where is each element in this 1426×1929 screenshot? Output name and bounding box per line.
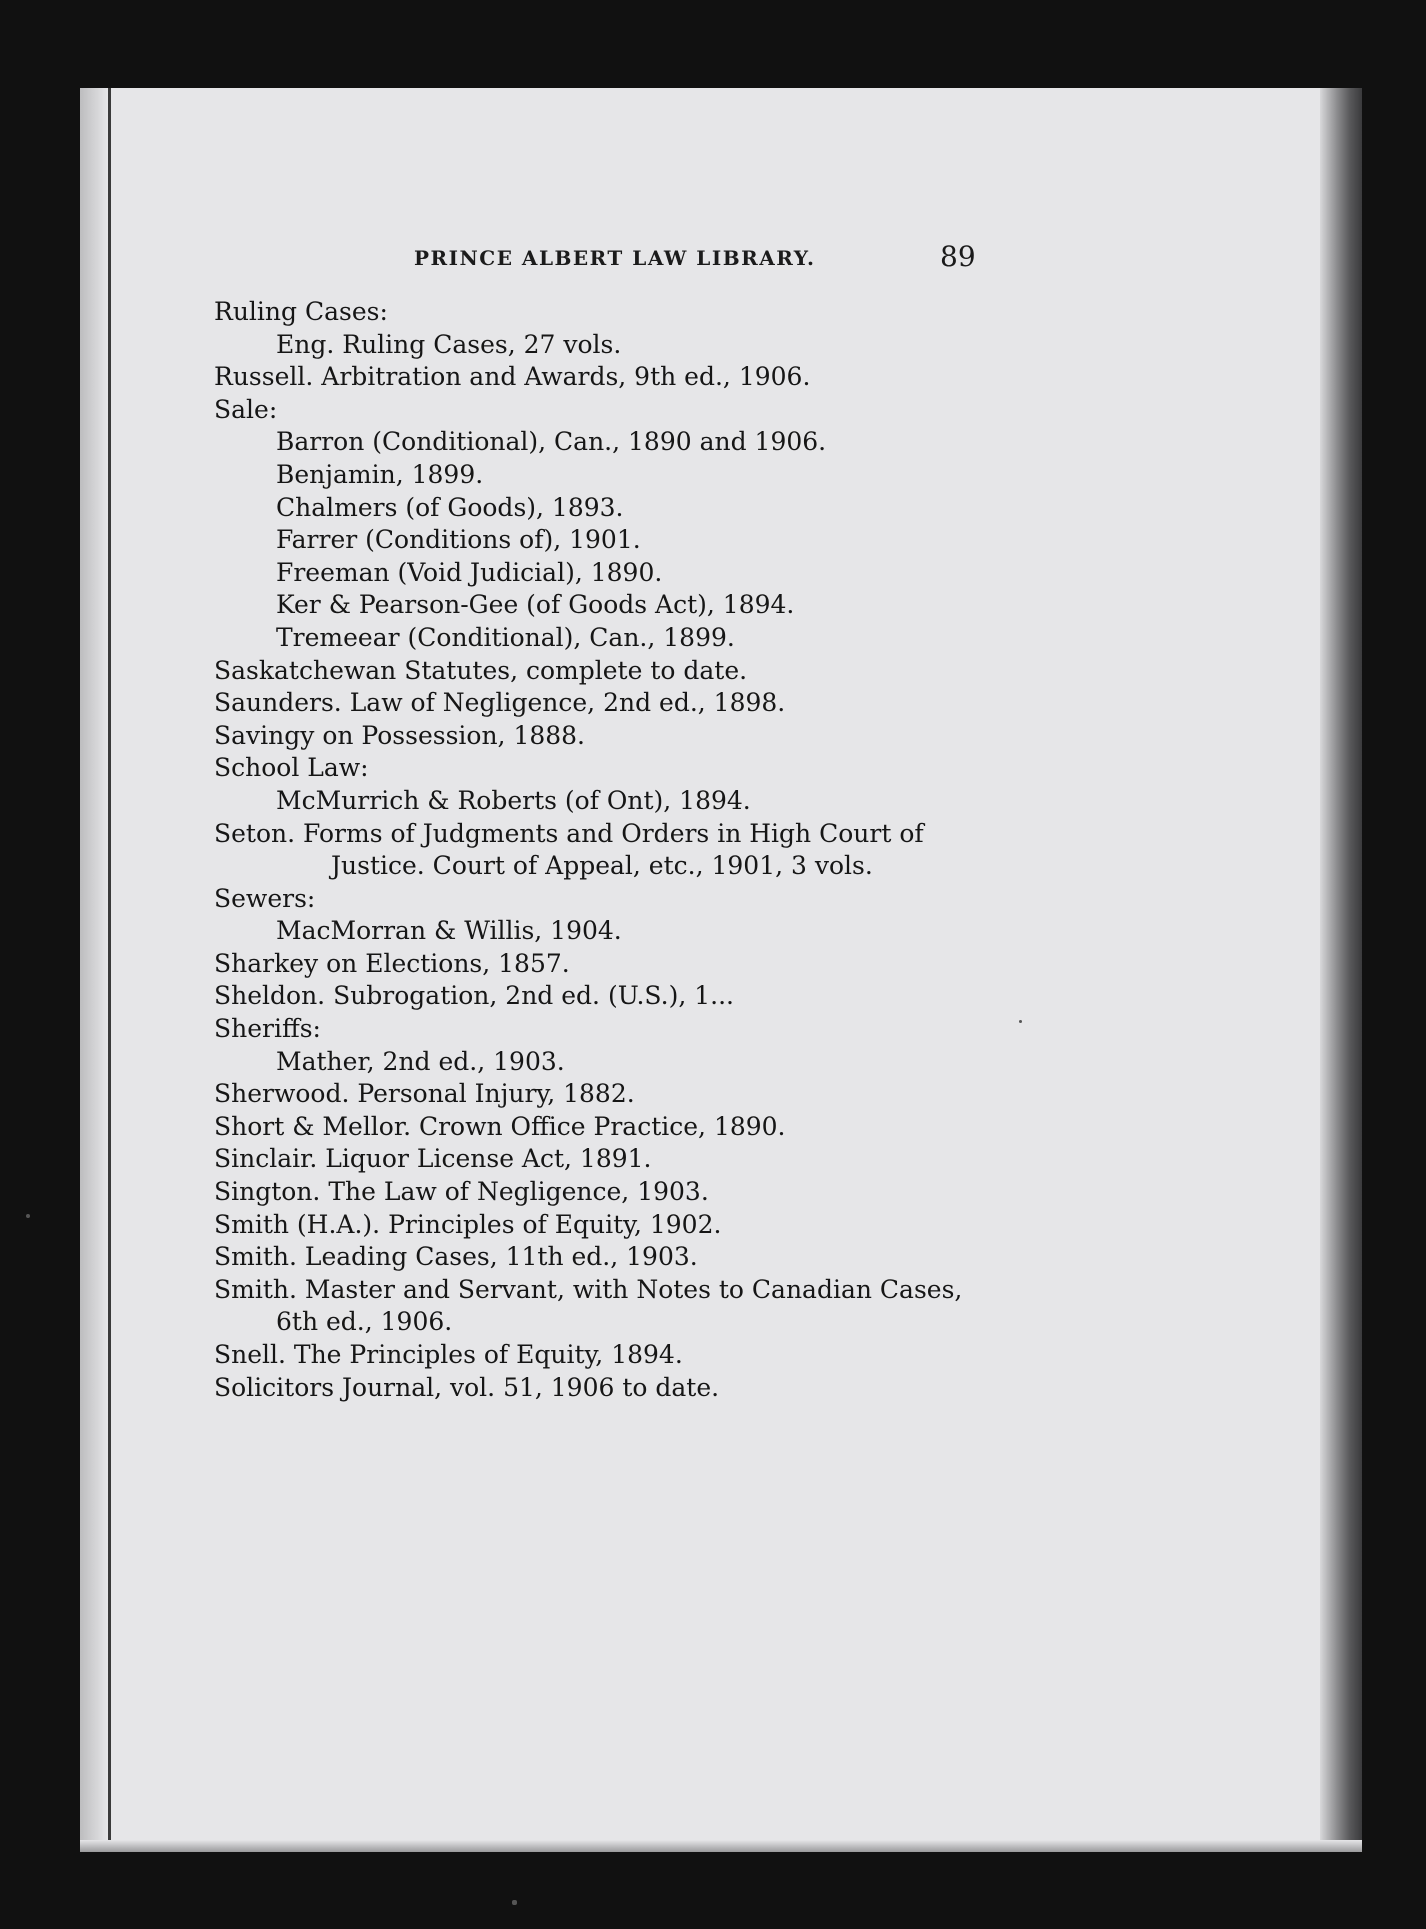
entry-line: Ruling Cases: xyxy=(214,297,388,326)
entry-line: Sington. The Law of Negligence, 1903. xyxy=(214,1177,709,1207)
index-entries xyxy=(0,296,1426,1404)
scan-speck xyxy=(512,1900,517,1905)
page-header xyxy=(0,236,1426,280)
entry-line: Smith. Master and Servant, with Notes to Canadian Cases, xyxy=(214,1274,963,1304)
scan-speck xyxy=(1019,1020,1022,1023)
bottom-edge-shadow xyxy=(80,1840,1362,1852)
entry-line: Farrer (Conditions of), 1901. xyxy=(276,525,641,555)
entry-line: Seton. Forms of Judgments and Orders in High Court of xyxy=(214,818,924,848)
entry-line: Sale: xyxy=(214,394,278,424)
entry-line: Sewers: xyxy=(214,883,316,913)
entry-line: Sheldon. Subrogation, 2nd ed. (U.S.), 1... xyxy=(214,981,734,1011)
entry-line: Sinclair. Liquor License Act, 1891. xyxy=(214,1144,652,1174)
entry-line: Saskatchewan Statutes, complete to date. xyxy=(214,655,748,685)
entry-line: Russell. Arbitration and Awards, 9th ed., 1906. xyxy=(214,362,811,392)
entry-line: Justice. Court of Appeal, etc., 1901, 3 vols. xyxy=(331,851,873,881)
entry-line: Tremeear (Conditional), Can., 1899. xyxy=(276,622,735,652)
entry-line: Mather, 2nd ed., 1903. xyxy=(276,1046,565,1076)
entry-line: Freeman (Void Judicial), 1890. xyxy=(276,557,663,587)
running-head: PRINCE ALBERT LAW LIBRARY. xyxy=(414,246,816,270)
entry-line: Chalmers (of Goods), 1893. xyxy=(276,492,624,522)
entry-line: Ker & Pearson-Gee (of Goods Act), 1894. xyxy=(276,590,795,620)
entry-line: School Law: xyxy=(214,753,369,783)
entry-line: Saunders. Law of Negligence, 2nd ed., 1898. xyxy=(214,688,786,718)
entry-line: Barron (Conditional), Can., 1890 and 1906. xyxy=(276,427,827,457)
entry-line: Smith. Leading Cases, 11th ed., 1903. xyxy=(214,1242,698,1272)
entry-line: Sherwood. Personal Injury, 1882. xyxy=(214,1079,635,1109)
entry-line: Smith (H.A.). Principles of Equity, 1902. xyxy=(214,1209,722,1239)
entry-line: McMurrich & Roberts (of Ont), 1894. xyxy=(276,785,751,815)
entry-line: Snell. The Principles of Equity, 1894. xyxy=(214,1340,683,1369)
entry-line: Savingy on Possession, 1888. xyxy=(214,720,586,750)
page-number: 89 xyxy=(940,240,976,273)
entry-line: Short & Mellor. Crown Office Practice, 1890. xyxy=(214,1111,786,1141)
entry-line: Sheriffs: xyxy=(214,1014,321,1044)
scan-speck xyxy=(26,1214,30,1218)
entry-line: MacMorran & Willis, 1904. xyxy=(276,916,622,946)
entry-line: Sharkey on Elections, 1857. xyxy=(214,948,570,978)
entry-line: Eng. Ruling Cases, 27 vols. xyxy=(276,329,622,359)
entry-line: Solicitors Journal, vol. 51, 1906 to date. xyxy=(214,1372,720,1402)
entry-line: 6th ed., 1906. xyxy=(276,1307,453,1337)
entry-line: Benjamin, 1899. xyxy=(276,459,484,489)
